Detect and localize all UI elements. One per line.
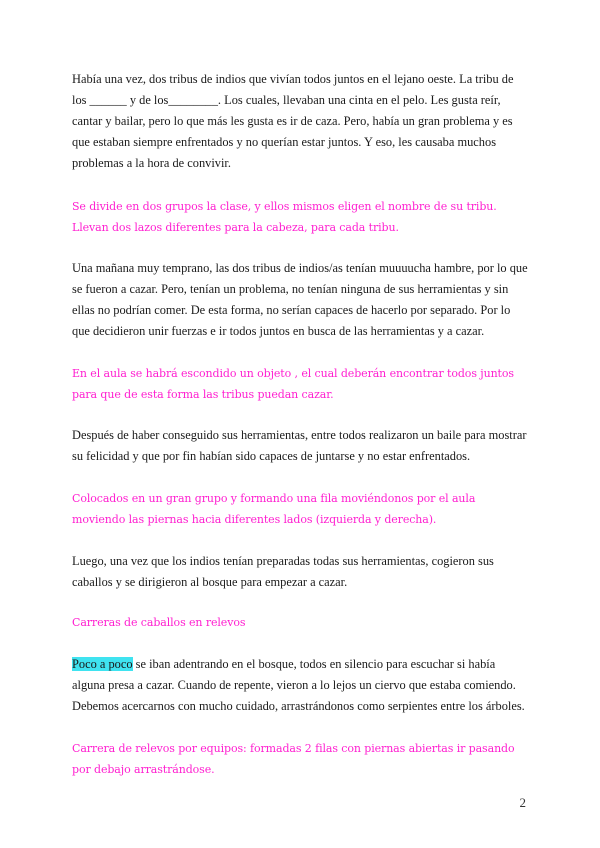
activity-note-5: Carrera de relevos por equipos: formadas 2 filas con piernas abiertas ir pasando por debajo arrastrándose.: [72, 742, 515, 776]
story-paragraph-5: [72, 654, 530, 717]
activity-note-2: En el aula se habrá escondido un objeto , el cual deberán encontrar todos juntos para que de esta forma las tribus puedan cazar.: [72, 367, 514, 401]
highlighted-phrase: Poco a poco: [72, 657, 133, 671]
page-number: 2: [519, 795, 526, 810]
story-paragraph-2: Una mañana muy temprano, las dos tribus de indios/as tenían muuuucha hambre, por lo que se fueron a cazar. Pero, tenían un problema, no tenían ninguna de sus herramientas y sin ellas no podrían comer. De esta forma, no serían capaces de hacerlo por separado. Por lo que decidieron unir fuerzas e ir todos juntos en busca de las herramientas y a cazar.: [72, 261, 528, 338]
story-paragraph-1: Había una vez, dos tribus de indios que vivían todos juntos en el lejano oeste. La tribu de los ______ y de los________. Los cuales, llevaban una cinta en el pelo. Les gusta reír, cantar y bailar, pero lo que más les gusta es ir de caza. Pero, había un gran problema y es que estaban siempre enfrentados y no querían estar juntos. Y eso, les causaba muchos problemas a la hora de convivir.: [72, 72, 514, 170]
story-paragraph-3: Después de haber conseguido sus herramientas, entre todos realizaron un baile para mostrar su felicidad y que por fin habían sido capaces de juntarse y no estar enfrentados.: [72, 428, 527, 463]
activity-note-4: Carreras de caballos en relevos: [72, 616, 246, 629]
activity-note-1-line-1: Se divide en dos grupos la clase, y ellos mismos eligen el nombre de su tribu.: [72, 200, 497, 213]
activity-note-3: Colocados en un gran grupo y formando una fila moviéndonos por el aula moviendo las piernas hacia diferentes lados (izquierda y derecha).: [72, 492, 476, 526]
story-paragraph-5-text: se iban adentrando en el bosque, todos en silencio para escuchar si había alguna presa a cazar. Cuando de repente, vieron a lo lejos un ciervo que estaba comiendo. Debemos acercarnos con mucho cuidado, arrastrándonos como serpientes entre los árboles.: [72, 657, 525, 713]
story-paragraph-4: Luego, una vez que los indios tenían preparadas todas sus herramientas, cogieron sus caballos y se dirigieron al bosque para empezar a cazar.: [72, 554, 494, 589]
activity-note-1-line-2: Llevan dos lazos diferentes para la cabeza, para cada tribu.: [72, 221, 399, 234]
